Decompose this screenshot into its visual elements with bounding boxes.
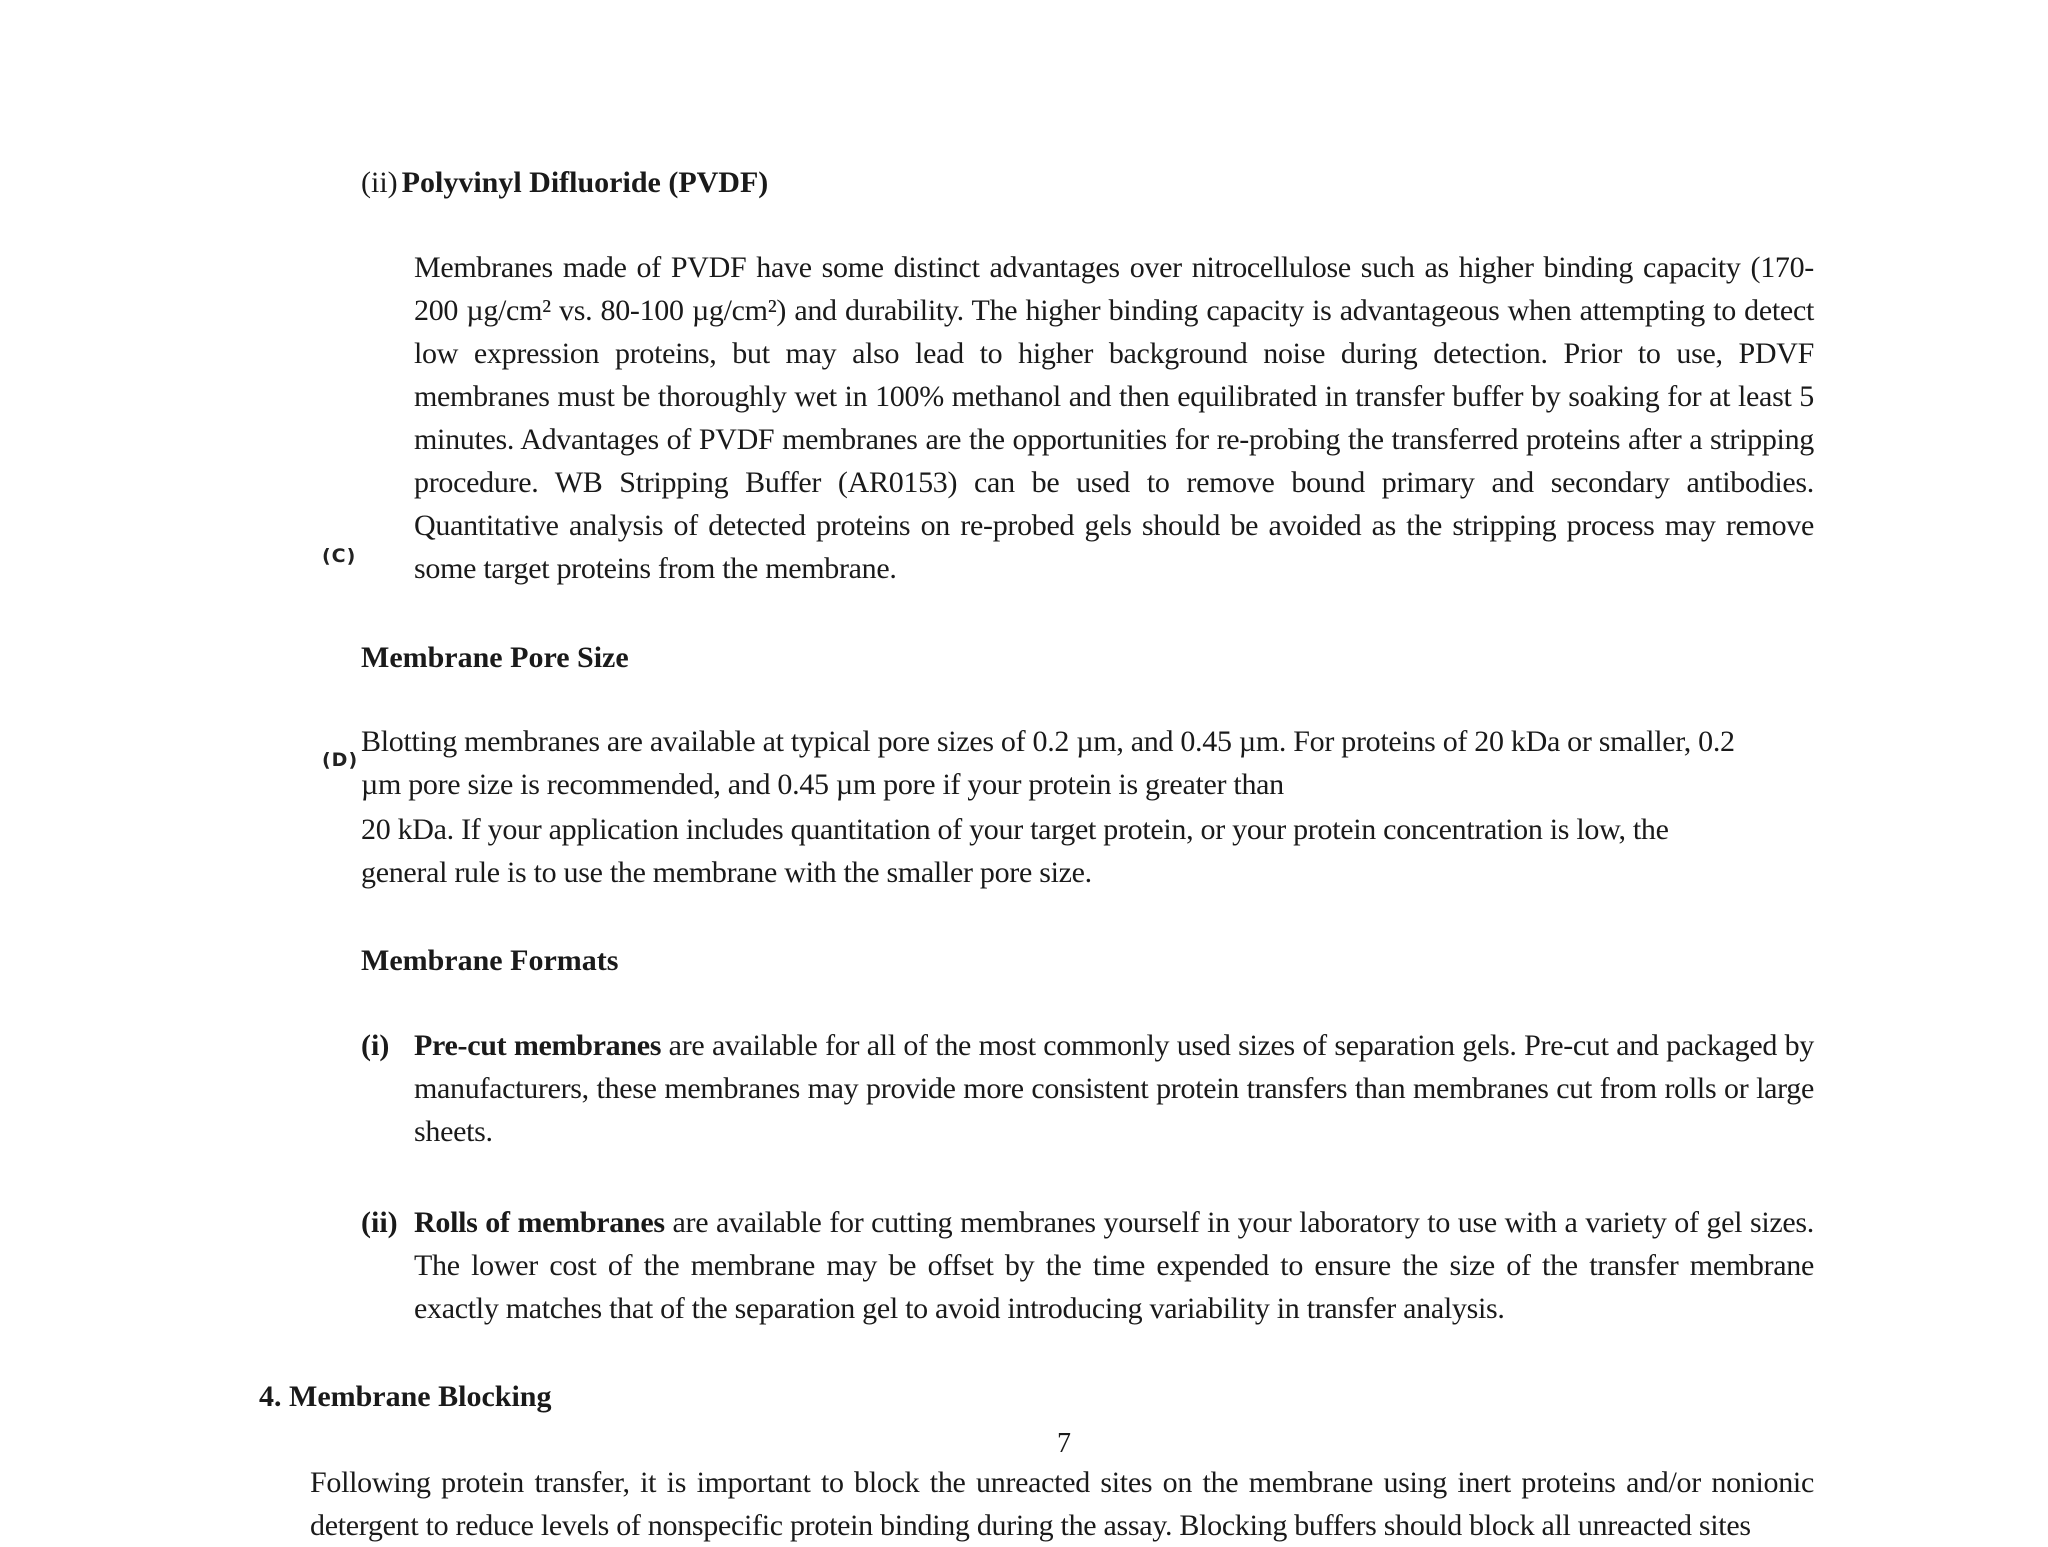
formats-item-2-term: Rolls of membranes: [414, 1206, 665, 1239]
pore-size-line-2: µm pore size is recommended, and 0.45 µm pore if your protein is greater than: [361, 768, 1284, 801]
pore-size-line-3: 20 kDa. If your application includes quantitation of your target protein, or your protein concentration is low, the: [361, 813, 1669, 846]
blocking-heading: 4. Membrane Blocking: [259, 1380, 552, 1413]
marker-c: (C): [322, 545, 357, 567]
formats-heading: Membrane Formats: [361, 944, 619, 977]
marker-d: (D): [322, 749, 359, 771]
pore-size-line-4: general rule is to use the membrane with the smaller pore size.: [361, 856, 1092, 889]
blocking-paragraph: Following protein transfer, it is important to block the unreacted sites on the membrane using inert proteins and/or nonionic detergent to reduce levels of nonspecific protein binding during the assay. Blocking buffers should block all unreacted sites: [310, 1466, 1814, 1542]
formats-item-1-number: (i): [361, 1029, 390, 1062]
formats-item-1: [414, 1024, 1814, 1153]
formats-item-2-number: (ii): [361, 1206, 398, 1239]
pore-size-heading: Membrane Pore Size: [361, 641, 629, 674]
pvdf-paragraph: Membranes made of PVDF have some distinct advantages over nitrocellulose such as higher binding capacity (170-200 µg/cm² vs. 80-100 µg/cm²) and durability. The higher binding capacity is advantageous when attempting to detect low expression proteins, but may also lead to higher background noise during detection. Prior to use, PDVF membranes must be thoroughly wet in 100% methanol and then equilibrated in transfer buffer by soaking for at least 5 minutes. Advantages of PVDF membranes are the opportunities for re-probing the transferred proteins after a stripping procedure. WB Stripping Buffer (AR0153) can be used to remove bound primary and secondary antibodies. Quantitative analysis of detected proteins on re-probed gels should be avoided as the stripping process may remove some target proteins from the membrane.: [414, 251, 1814, 585]
formats-item-1-term: Pre-cut membranes: [414, 1029, 662, 1062]
pore-size-line-1: Blotting membranes are available at typical pore sizes of 0.2 µm, and 0.45 µm. For proteins of 20 kDa or smaller, 0.2: [361, 725, 1735, 758]
pvdf-label: (ii): [361, 166, 398, 199]
formats-item-2-text: are available for cutting membranes yourself in your laboratory to use with a variety of gel sizes. The lower cost of the membrane may be offset by the time expended to ensure the size of the transfer membrane exactly matches that of the separation gel to avoid introducing variability in transfer analysis.: [414, 1206, 1814, 1325]
pvdf-title: Polyvinyl Difluoride (PVDF): [401, 166, 769, 199]
pvdf-heading: [361, 165, 768, 201]
formats-item-1-text: are available for all of the most commonly used sizes of separation gels. Pre-cut and packaged by manufacturers, these membranes may provide more consistent protein transfers than membranes cut from rolls or large sheets.: [414, 1029, 1815, 1148]
formats-item-2: [414, 1201, 1814, 1330]
page-number: 7: [1057, 1428, 1071, 1459]
